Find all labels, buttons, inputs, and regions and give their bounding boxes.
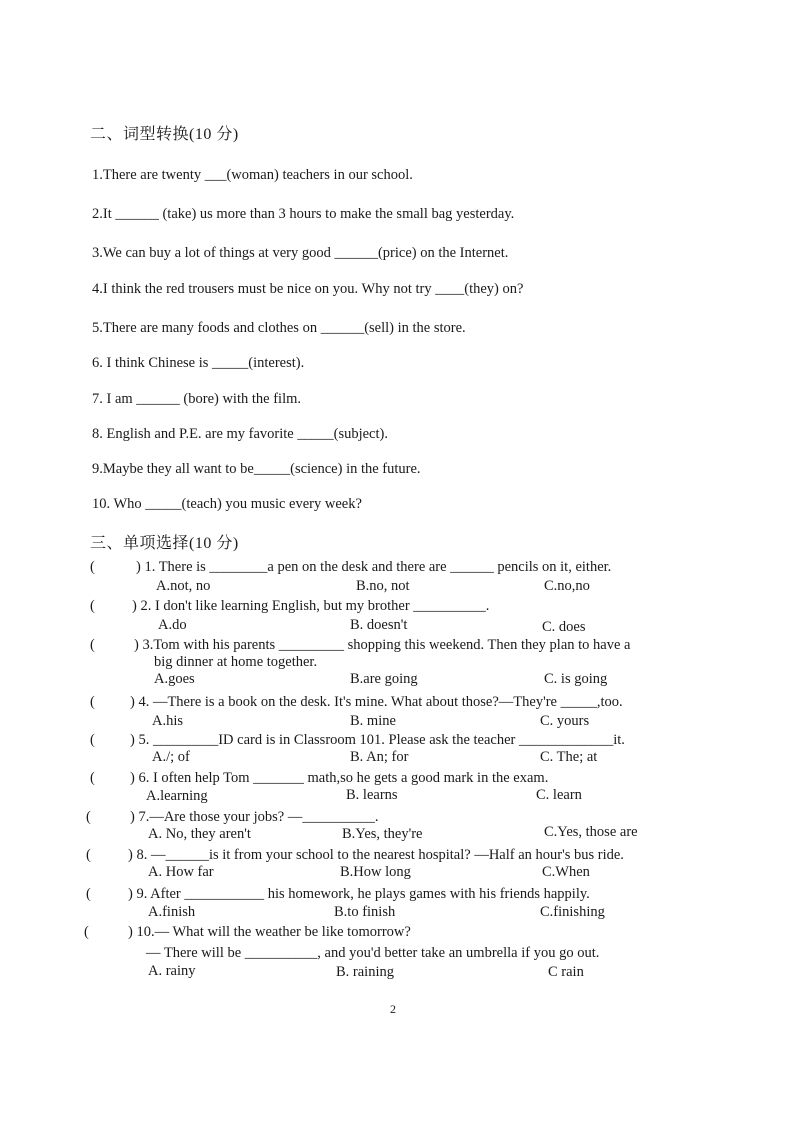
q6-option-c: C. learn xyxy=(536,787,582,803)
q2-stem: ) 2. I don't like learning English, but my brother __________. xyxy=(132,598,490,614)
q3-option-c: C. is going xyxy=(544,671,608,687)
section2-title: 二、词型转换(10 分) xyxy=(90,126,239,143)
answer-paren-2: ( xyxy=(90,598,95,614)
answer-paren-6: ( xyxy=(90,770,95,786)
answer-paren-3: ( xyxy=(90,637,95,653)
q2-option-b: B. doesn't xyxy=(350,617,408,633)
section2-item-7: 7. I am ______ (bore) with the film. xyxy=(92,391,301,407)
q4-option-c: C. yours xyxy=(540,713,590,729)
section2-item-4: 4.I think the red trousers must be nice on you. Why not try ____(they) on? xyxy=(92,281,524,297)
q7-stem: ) 7.—Are those your jobs? —__________. xyxy=(130,809,379,825)
q2-option-a: A.do xyxy=(158,617,187,633)
q2-option-c: C. does xyxy=(542,619,586,635)
q6-option-b: B. learns xyxy=(346,787,398,803)
q1-option-c: C.no,no xyxy=(544,578,590,594)
section2-item-3: 3.We can buy a lot of things at very good ______(price) on the Internet. xyxy=(92,245,509,261)
answer-paren-9: ( xyxy=(86,886,91,902)
q8-option-b: B.How long xyxy=(340,864,411,880)
section2-item-2: 2.It ______ (take) us more than 3 hours to make the small bag yesterday. xyxy=(92,206,515,222)
q6-option-a: A.learning xyxy=(146,788,208,804)
answer-paren-10: ( xyxy=(84,924,89,940)
q10-option-c: C rain xyxy=(548,964,584,980)
answer-paren-5: ( xyxy=(90,732,95,748)
q3-option-a: A.goes xyxy=(154,671,195,687)
q9-stem: ) 9. After ___________ his homework, he plays games with his friends happily. xyxy=(128,886,590,902)
q3-stem-line1: ) 3.Tom with his parents _________ shopping this weekend. Then they plan to have a xyxy=(134,637,631,653)
q10-option-b: B. raining xyxy=(336,964,394,980)
q9-option-b: B.to finish xyxy=(334,904,396,920)
q7-option-c: C.Yes, those are xyxy=(544,824,638,840)
q6-stem: ) 6. I often help Tom _______ math,so he gets a good mark in the exam. xyxy=(130,770,549,786)
section2-item-5: 5.There are many foods and clothes on ______(sell) in the store. xyxy=(92,320,466,336)
q10-stem-line2: — There will be __________, and you'd better take an umbrella if you go out. xyxy=(146,945,600,961)
section2-item-10: 10. Who _____(teach) you music every week? xyxy=(92,496,362,512)
section3-title: 三、单项选择(10 分) xyxy=(90,535,239,552)
q4-option-a: A.his xyxy=(152,713,184,729)
q7-option-b: B.Yes, they're xyxy=(342,826,423,842)
q1-option-b: B.no, not xyxy=(356,578,410,594)
q9-option-a: A.finish xyxy=(148,904,196,920)
q10-option-a: A. rainy xyxy=(148,963,196,979)
q5-option-c: C. The; at xyxy=(540,749,598,765)
q7-option-a: A. No, they aren't xyxy=(148,826,251,842)
section2-item-8: 8. English and P.E. are my favorite _____(subject). xyxy=(92,426,388,442)
q9-option-c: C.finishing xyxy=(540,904,605,920)
answer-paren-8: ( xyxy=(86,847,91,863)
q8-stem: ) 8. —______is it from your school to the nearest hospital? —Half an hour's bus ride. xyxy=(128,847,624,863)
q1-option-a: A.not, no xyxy=(156,578,211,594)
answer-paren-1: ( xyxy=(90,559,95,575)
q4-option-b: B. mine xyxy=(350,713,396,729)
answer-paren-7: ( xyxy=(86,809,91,825)
q3-stem-line2: big dinner at home together. xyxy=(154,654,318,670)
q5-stem: ) 5. _________ID card is in Classroom 101. Please ask the teacher _____________it. xyxy=(130,732,625,748)
q10-stem-line1: ) 10.— What will the weather be like tomorrow? xyxy=(128,924,411,940)
q3-option-b: B.are going xyxy=(350,671,418,687)
section2-item-6: 6. I think Chinese is _____(interest). xyxy=(92,355,305,371)
q1-stem: ) 1. There is ________a pen on the desk and there are ______ pencils on it, either. xyxy=(136,559,612,575)
section2-item-1: 1.There are twenty ___(woman) teachers in our school. xyxy=(92,167,413,183)
q8-option-a: A. How far xyxy=(148,864,214,880)
section2-item-9: 9.Maybe they all want to be_____(science) in the future. xyxy=(92,461,421,477)
q4-stem: ) 4. —There is a book on the desk. It's mine. What about those?—They're _____,too. xyxy=(130,694,623,710)
q5-option-a: A./; of xyxy=(152,749,190,765)
page-number: 2 xyxy=(390,1002,396,1016)
q8-option-c: C.When xyxy=(542,864,590,880)
answer-paren-4: ( xyxy=(90,694,95,710)
q5-option-b: B. An; for xyxy=(350,749,409,765)
